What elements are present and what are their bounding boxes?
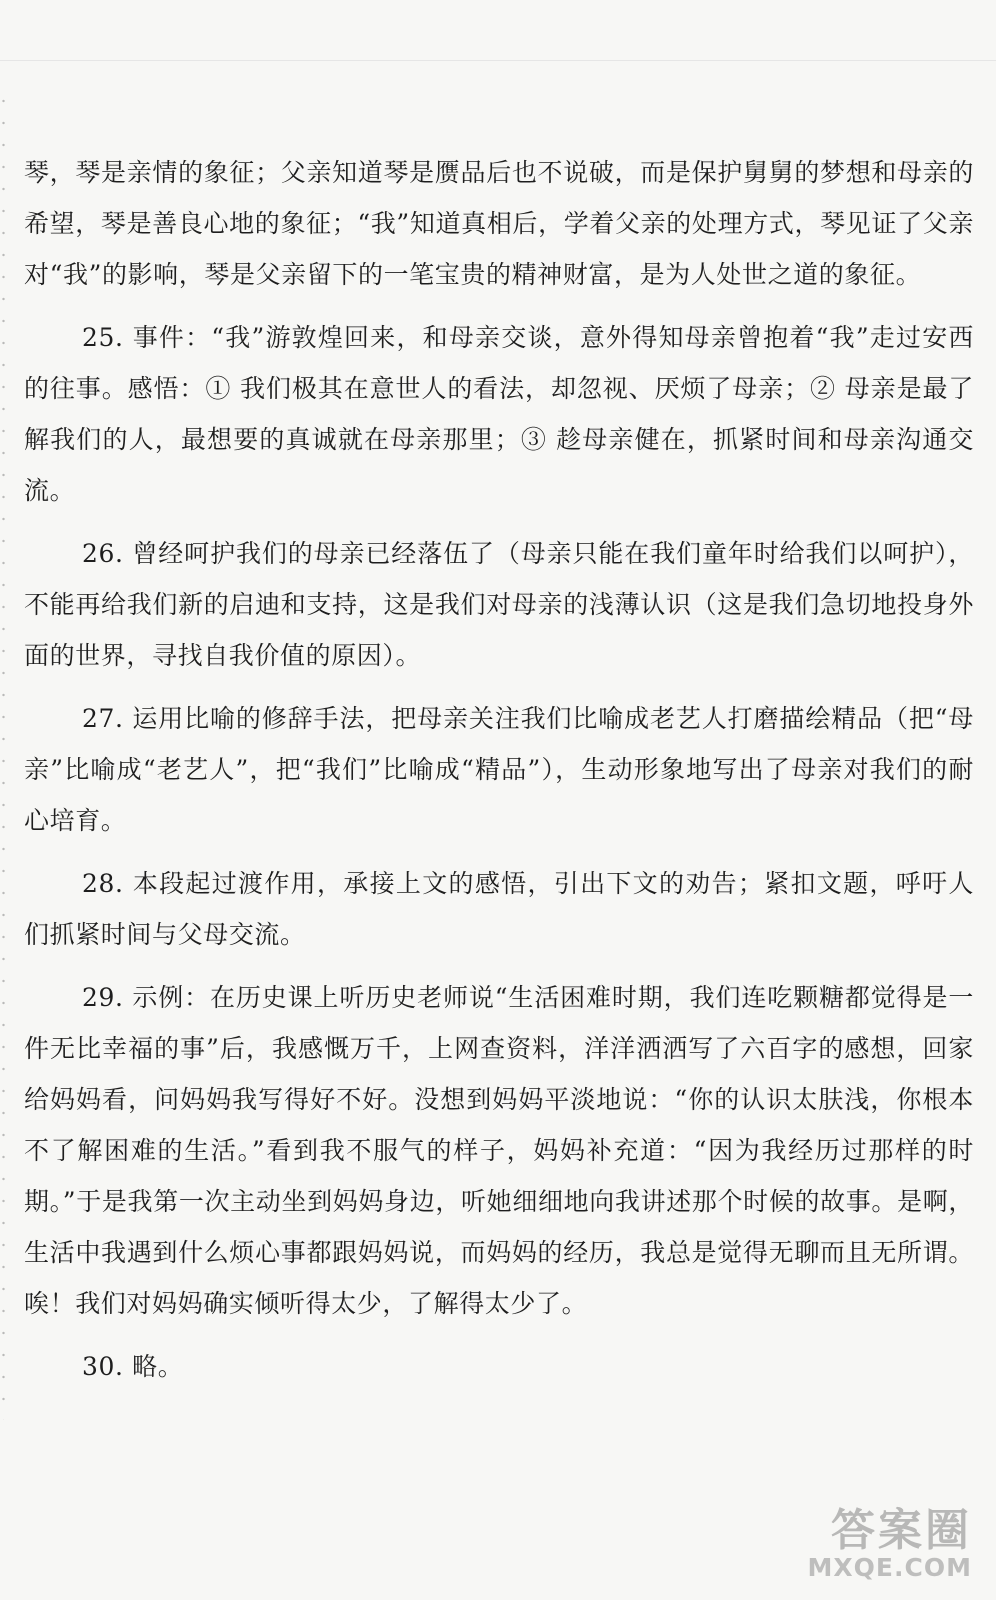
answer-28: 28. 本段起过渡作用，承接上文的感悟，引出下文的劝告；紧扣文题，呼吁人们抓紧时间与父母交流。 <box>24 869 974 949</box>
answer-30: 30. 略。 <box>82 1352 184 1381</box>
answer-26: 26. 曾经呵护我们的母亲已经落伍了（母亲只能在我们童年时给我们以呵护），不能再给我们新的启迪和支持，这是我们对母亲的浅薄认识（这是我们急切地投身外面的世界，寻找自我价值的原因）。 <box>24 539 974 670</box>
answer-27: 27. 运用比喻的修辞手法，把母亲关注我们比喻成老艺人打磨描绘精品（把“母亲”比喻成“老艺人”，把“我们”比喻成“精品”），生动形象地写出了母亲对我们的耐心培育。 <box>24 704 974 835</box>
watermark-text: 答案圈 <box>831 1505 972 1556</box>
answer-text <box>24 147 974 1404</box>
paragraph-continuation: 琴，琴是亲情的象征；父亲知道琴是赝品后也不说破，而是保护舅舅的梦想和母亲的希望，琴是善良心地的象征；“我”知道真相后，学着父亲的处理方式，琴见证了父亲对“我”的影响，琴是父亲留下的一笔宝贵的精神财富，是为人处世之道的象征。 <box>24 158 974 289</box>
top-divider <box>0 60 996 61</box>
answer-29: 29. 示例：在历史课上听历史老师说“生活困难时期，我们连吃颗糖都觉得是一件无比幸福的事”后，我感慨万千，上网查资料，洋洋洒洒写了六百字的感想，回家给妈妈看，问妈妈我写得好不好。没想到妈妈平淡地说：“你的认识太肤浅，你根本不了解困难的生活。”看到我不服气的样子，妈妈补充道：“因为我经历过那样的时期。”于是我第一次主动坐到妈妈身边，听她细细地向我讲述那个时候的故事。是啊，生活中我遇到什么烦心事都跟妈妈说，而妈妈的经历，我总是觉得无聊而且无所谓。唉！我们对妈妈确实倾听得太少，了解得太少了。 <box>24 983 974 1318</box>
binding-dots <box>2 90 5 1420</box>
watermark-logo <box>772 1505 972 1586</box>
answer-25: 25. 事件：“我”游敦煌回来，和母亲交谈，意外得知母亲曾抱着“我”走过安西的往事。感悟：① 我们极其在意世人的看法，却忽视、厌烦了母亲；② 母亲是最了解我们的人，最想要的真诚就在母亲那里；③ 趁母亲健在，抓紧时间和母亲沟通交流。 <box>24 323 974 505</box>
watermark-url: MXQE.COM <box>807 1553 972 1582</box>
